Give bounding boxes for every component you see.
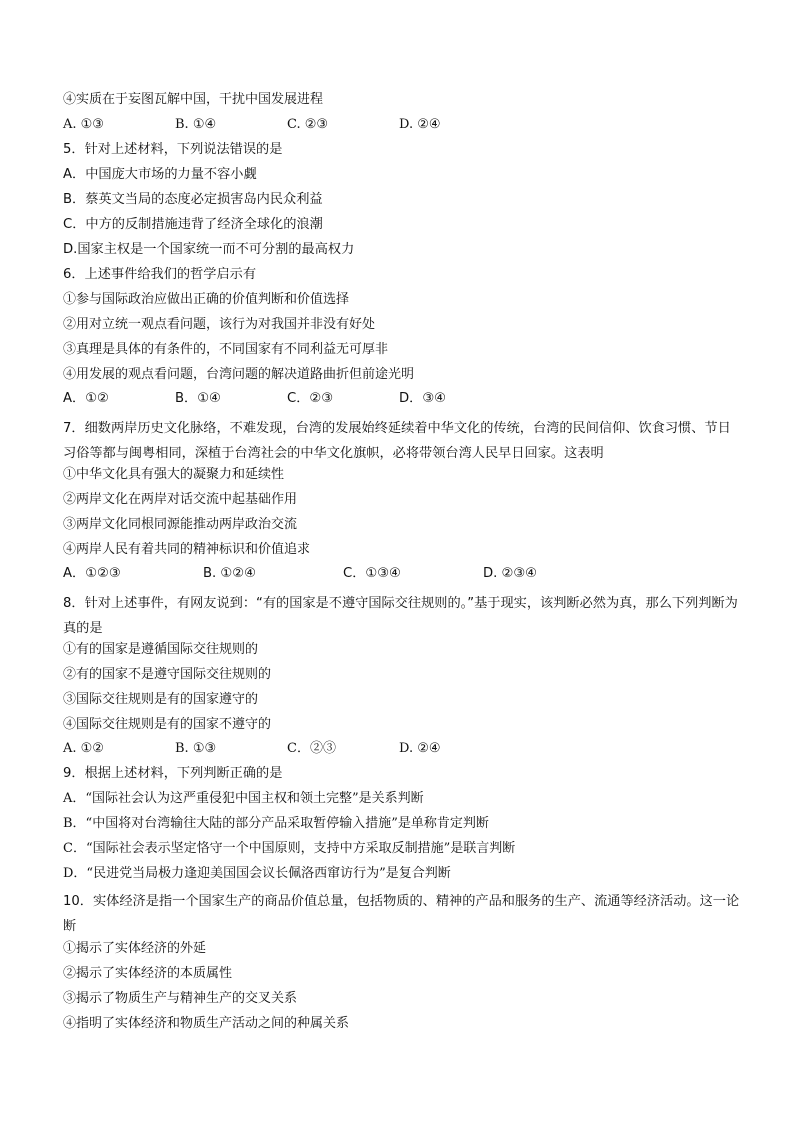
question-7-statement-1: ①中华文化具有强大的凝聚力和延续性 [63, 467, 285, 482]
option-a: A．①②③ [63, 566, 121, 581]
question-7: 7．细数两岸历史文化脉络，不难发现，台湾的发展始终延续着中华文化的传统，台湾的民间信仰、饮食习惯、节日习俗等都与闽粤相同，深植于台湾社会的中华文化旗帜，必将带领台湾人民早日回家。这表明 [63, 421, 731, 461]
question-6: 6．上述事件给我们的哲学启示有 [63, 267, 257, 282]
option-b: B. ①③ [175, 741, 217, 756]
question-9-option-b: B．“中国将对台湾输往大陆的部分产品采取暂停输入措施”是单称肯定判断 [63, 816, 489, 831]
question-7-statement-4: ④两岸人民有着共同的精神标识和价值追求 [63, 542, 311, 557]
question-6-statement-3: ③真理是具体的有条件的，不同国家有不同利益无可厚非 [63, 342, 389, 357]
option-b: B. ①②④ [203, 566, 256, 581]
question-8-options [63, 740, 743, 758]
option-a: A．①② [63, 391, 109, 406]
options-prev-question [63, 116, 743, 134]
question-8-statement-1: ①有的国家是遵循国际交往规则的 [63, 642, 259, 657]
option-d: D. ②④ [399, 117, 441, 132]
option-b: B. ①④ [175, 117, 217, 132]
question-5-option-d: D.国家主权是一个国家统一而不可分割的最高权力 [63, 242, 355, 257]
question-9-option-d: D．“民进党当局极力逢迎美国国会议长佩洛西窜访行为”是复合判断 [63, 866, 451, 881]
question-5: 5．针对上述材料，下列说法错误的是 [63, 142, 283, 157]
question-10: 10．实体经济是指一个国家生产的商品价值总量，包括物质的、精神的产品和服务的生产、流通等经济活动。这一论断 [63, 894, 740, 934]
question-5-option-a: A．中国庞大市场的力量不容小觑 [63, 167, 257, 182]
statement-4-prev: ④实质在于妄图瓦解中国，干扰中国发展进程 [63, 92, 324, 107]
option-c: C．②③ [287, 391, 334, 406]
question-7-options [63, 565, 743, 583]
question-7-statement-2: ②两岸文化在两岸对话交流中起基础作用 [63, 492, 298, 507]
option-a: A. ①② [63, 741, 104, 756]
option-a: A. ①③ [63, 117, 104, 132]
question-8: 8．针对上述事件，有网友说到：“有的国家是不遵守国际交往规则的。”基于现实，该判断必然为真，那么下列判断为真的是 [63, 596, 738, 636]
option-c: C．①③④ [343, 566, 401, 581]
question-10-statement-4: ④指明了实体经济和物质生产活动之间的种属关系 [63, 1016, 350, 1031]
question-10-statement-3: ③揭示了物质生产与精神生产的交叉关系 [63, 991, 298, 1006]
question-10-statement-2: ②揭示了实体经济的本质属性 [63, 966, 233, 981]
question-5-option-b: B．蔡英文当局的态度必定损害岛内民众利益 [63, 192, 323, 207]
question-6-statement-2: ②用对立统一观点看问题，该行为对我国并非没有好处 [63, 317, 376, 332]
option-c: C．②③ [287, 741, 336, 756]
question-6-statement-4: ④用发展的观点看问题，台湾问题的解决道路曲折但前途光明 [63, 367, 415, 382]
option-d: D. ②③④ [483, 566, 538, 581]
question-9-option-a: A．“国际社会认为这严重侵犯中国主权和领土完整”是关系判断 [63, 791, 424, 806]
question-8-statement-2: ②有的国家不是遵守国际交往规则的 [63, 667, 272, 682]
question-9-option-c: C．“国际社会表示坚定恪守一个中国原则，支持中方采取反制措施”是联言判断 [63, 841, 516, 856]
question-7-statement-3: ③两岸文化同根同源能推动两岸政治交流 [63, 517, 298, 532]
question-8-statement-4: ④国际交往规则是有的国家不遵守的 [63, 717, 272, 732]
question-9: 9．根据上述材料，下列判断正确的是 [63, 766, 283, 781]
question-8-statement-3: ③国际交往规则是有的国家遵守的 [63, 692, 259, 707]
option-b: B．①④ [175, 391, 221, 406]
question-10-statement-1: ①揭示了实体经济的外延 [63, 941, 207, 956]
question-6-options [63, 390, 743, 408]
option-c: C. ②③ [287, 117, 329, 132]
question-5-option-c: C．中方的反制措施违背了经济全球化的浪潮 [63, 217, 323, 232]
question-6-statement-1: ①参与国际政治应做出正确的价值判断和价值选择 [63, 292, 350, 307]
option-d: D．③④ [399, 391, 446, 406]
option-d: D. ②④ [399, 741, 441, 756]
